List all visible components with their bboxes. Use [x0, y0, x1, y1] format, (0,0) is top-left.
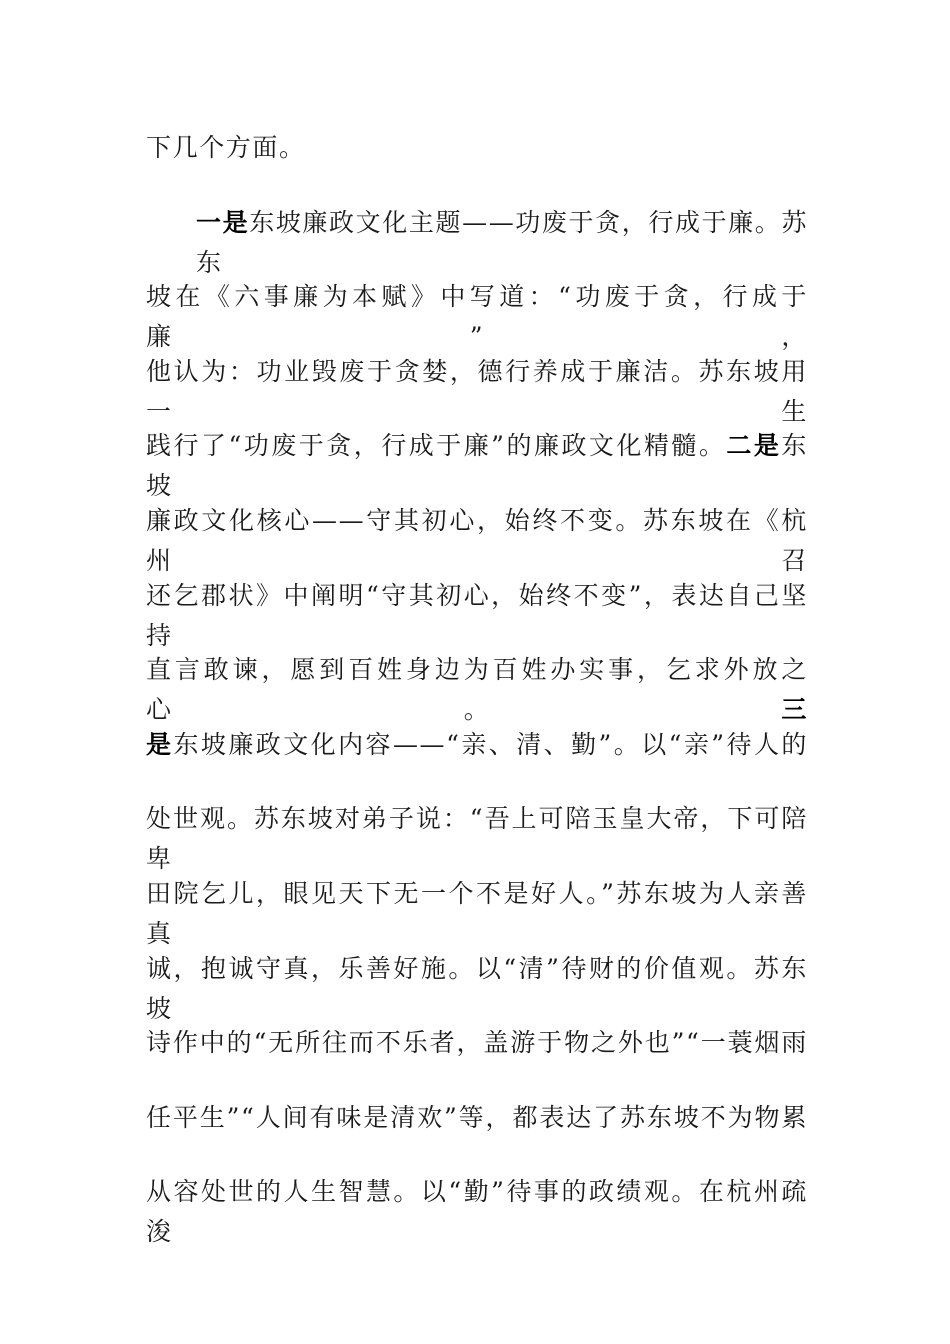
text-line — [146, 725, 808, 800]
text-segment: 东坡 — [146, 431, 808, 501]
text-segment: 处世观。苏东坡对弟子说：“吾上可陪玉皇大帝，下可陪卑 — [146, 804, 808, 874]
text-line — [146, 426, 808, 501]
text-line — [146, 799, 808, 874]
text-line — [146, 1023, 808, 1098]
text-segment: 他认为：功业毁废于贪婪，德行养成于廉洁。苏东坡用一生 — [146, 356, 808, 426]
text-line — [146, 650, 808, 725]
bold-ordinal: 一是 — [196, 207, 250, 237]
text-line — [146, 203, 808, 278]
text-segment: 还乞郡状》中阐明“守其初心，始终不变”，表达自己坚持 — [146, 580, 808, 650]
body-text — [146, 128, 808, 1247]
text-line — [146, 949, 808, 1024]
text-line — [146, 1172, 808, 1247]
text-segment: 东坡廉政文化主题——功废于贪，行成于廉。苏东 — [196, 207, 808, 277]
text-segment: 从容处世的人生智慧。以“勤”待事的政绩观。在杭州疏浚 — [146, 1177, 808, 1247]
text-line — [146, 576, 808, 651]
text-segment: 东坡廉政文化内容——“亲、清、勤”。以“亲”待人的 — [173, 729, 808, 759]
text-line — [146, 277, 808, 352]
text-segment: 践行了“功废于贪，行成于廉”的廉政文化精髓。 — [146, 431, 727, 461]
text-segment: 坡在《六事廉为本赋》中写道：“功废于贪，行成于廉”， — [146, 282, 808, 352]
bold-ordinal: 二是 — [726, 431, 782, 461]
text-segment: 任平生”“人间有味是清欢”等，都表达了苏东坡不为物累 — [146, 1102, 808, 1132]
text-line — [146, 352, 808, 427]
text-segment: 诚，抱诚守真，乐善好施。以“清”待财的价值观。苏东坡 — [146, 953, 808, 1023]
bold-ordinal: 是 — [146, 729, 174, 759]
text-line — [146, 874, 808, 949]
text-segment: 廉政文化核心——守其初心，始终不变。苏东坡在《杭州召 — [146, 505, 808, 575]
text-line — [146, 128, 808, 203]
text-line — [146, 501, 808, 576]
text-segment: 田院乞儿，眼见天下无一个不是好人。”苏东坡为人亲善真 — [146, 878, 808, 948]
text-segment: 诗作中的“无所往而不乐者，盖游于物之外也”“一蓑烟雨 — [146, 1028, 808, 1058]
text-line — [146, 1098, 808, 1173]
text-segment: 直言敢谏，愿到百姓身边为百姓办实事，乞求外放之心。 — [146, 655, 808, 725]
bold-ordinal: 三 — [781, 695, 808, 725]
text-segment: 下几个方面。 — [146, 133, 306, 162]
